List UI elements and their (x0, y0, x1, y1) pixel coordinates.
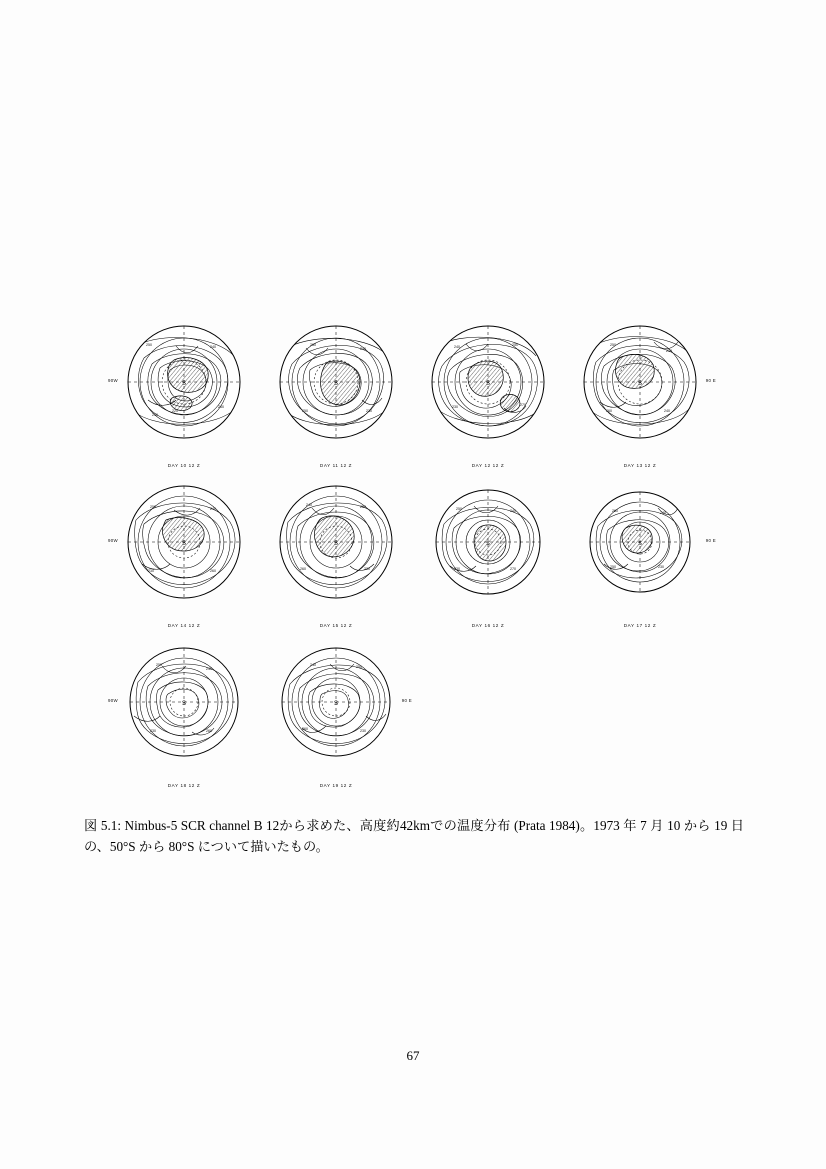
svg-text:S: S (333, 381, 339, 387)
svg-text:260: 260 (612, 509, 618, 513)
svg-text:260: 260 (300, 567, 306, 571)
map-label-west: 90W (108, 698, 118, 703)
map-label-east: 90 E (705, 538, 716, 543)
svg-text:260: 260 (206, 729, 212, 733)
svg-text:250: 250 (610, 565, 616, 569)
polar-map-day-11 (260, 312, 412, 472)
svg-text:220: 220 (172, 409, 178, 413)
map-caption: DAY 16 12 Z (471, 623, 505, 628)
svg-text:230: 230 (360, 729, 366, 733)
svg-text:240: 240 (310, 663, 316, 667)
svg-text:250: 250 (302, 409, 308, 413)
map-label-east: 90 E (705, 378, 716, 383)
figure-row-2 (108, 472, 718, 632)
polar-map-day-12 (412, 312, 564, 472)
svg-text:230: 230 (452, 405, 458, 409)
svg-text:240: 240 (454, 345, 460, 349)
polar-map-day-17 (564, 472, 716, 632)
svg-text:S: S (181, 701, 187, 707)
svg-text:270: 270 (520, 403, 526, 407)
svg-text:260: 260 (218, 405, 224, 409)
map-caption: DAY 17 12 Z (623, 623, 657, 628)
svg-text:250: 250 (356, 665, 362, 669)
polar-map-day-18 (108, 632, 260, 792)
map-caption: DAY 13 12 Z (623, 463, 657, 468)
svg-text:230: 230 (666, 349, 672, 353)
svg-text:230: 230 (152, 413, 158, 417)
svg-text:260: 260 (210, 569, 216, 573)
svg-text:260: 260 (606, 409, 612, 413)
figure-row-3 (108, 632, 718, 792)
svg-text:270: 270 (510, 567, 516, 571)
svg-text:240: 240 (206, 667, 212, 671)
svg-text:250: 250 (512, 343, 518, 347)
svg-text:240: 240 (510, 509, 516, 513)
svg-text:S: S (637, 381, 643, 387)
svg-text:230: 230 (454, 567, 460, 571)
map-label-west: 90W (108, 538, 118, 543)
svg-text:240: 240 (306, 503, 312, 507)
svg-text:240: 240 (660, 511, 666, 515)
page-number: 67 (406, 1048, 420, 1063)
svg-text:S: S (333, 701, 339, 707)
map-caption: DAY 15 12 Z (319, 623, 353, 628)
map-label-east: 90 E (401, 698, 412, 703)
svg-text:240: 240 (210, 345, 216, 349)
map-caption: DAY 11 12 Z (319, 463, 353, 468)
figure-5-1 (108, 312, 718, 792)
svg-text:230: 230 (148, 569, 154, 573)
svg-text:S: S (638, 541, 642, 547)
svg-text:S: S (485, 381, 491, 387)
polar-map-day-13 (564, 312, 716, 472)
map-caption: DAY 19 12 Z (319, 783, 353, 788)
svg-text:240: 240 (360, 347, 366, 351)
figure-row-1 (108, 312, 718, 472)
svg-text:260: 260 (310, 343, 316, 347)
svg-text:260: 260 (302, 727, 308, 731)
svg-text:230: 230 (366, 409, 372, 413)
map-caption: DAY 18 12 Z (167, 783, 201, 788)
polar-map-day-15 (260, 472, 412, 632)
svg-text:240: 240 (664, 409, 670, 413)
polar-map-day-14 (108, 472, 260, 632)
map-caption: DAY 12 12 Z (471, 463, 505, 468)
polar-map-day-16 (412, 472, 564, 632)
map-caption: DAY 14 12 Z (167, 623, 201, 628)
svg-text:230: 230 (364, 567, 370, 571)
map-caption: DAY 10 12 Z (167, 463, 201, 468)
svg-text:250: 250 (360, 505, 366, 509)
svg-text:250: 250 (610, 343, 616, 347)
figure-caption: 図 5.1: Nimbus-5 SCR channel B 12から求めた、高度約42kmでの温度分布 (Prata 1984)。1973 年 7 月 10 から 19 日の、50°S から 80°S について描いたもの。 (84, 818, 744, 855)
svg-text:250: 250 (146, 343, 152, 347)
svg-text:240: 240 (210, 507, 216, 511)
svg-text:230: 230 (150, 729, 156, 733)
svg-text:S: S (181, 381, 187, 387)
polar-map-day-10 (108, 312, 260, 472)
svg-text:250: 250 (150, 505, 156, 509)
map-label-west: 90W (108, 378, 118, 383)
svg-text:S: S (486, 541, 490, 547)
svg-text:S: S (333, 541, 339, 547)
svg-text:250: 250 (156, 663, 162, 667)
svg-text:230: 230 (658, 565, 664, 569)
svg-text:250: 250 (456, 507, 462, 511)
svg-text:S: S (181, 541, 187, 547)
polar-map-day-19 (260, 632, 412, 792)
